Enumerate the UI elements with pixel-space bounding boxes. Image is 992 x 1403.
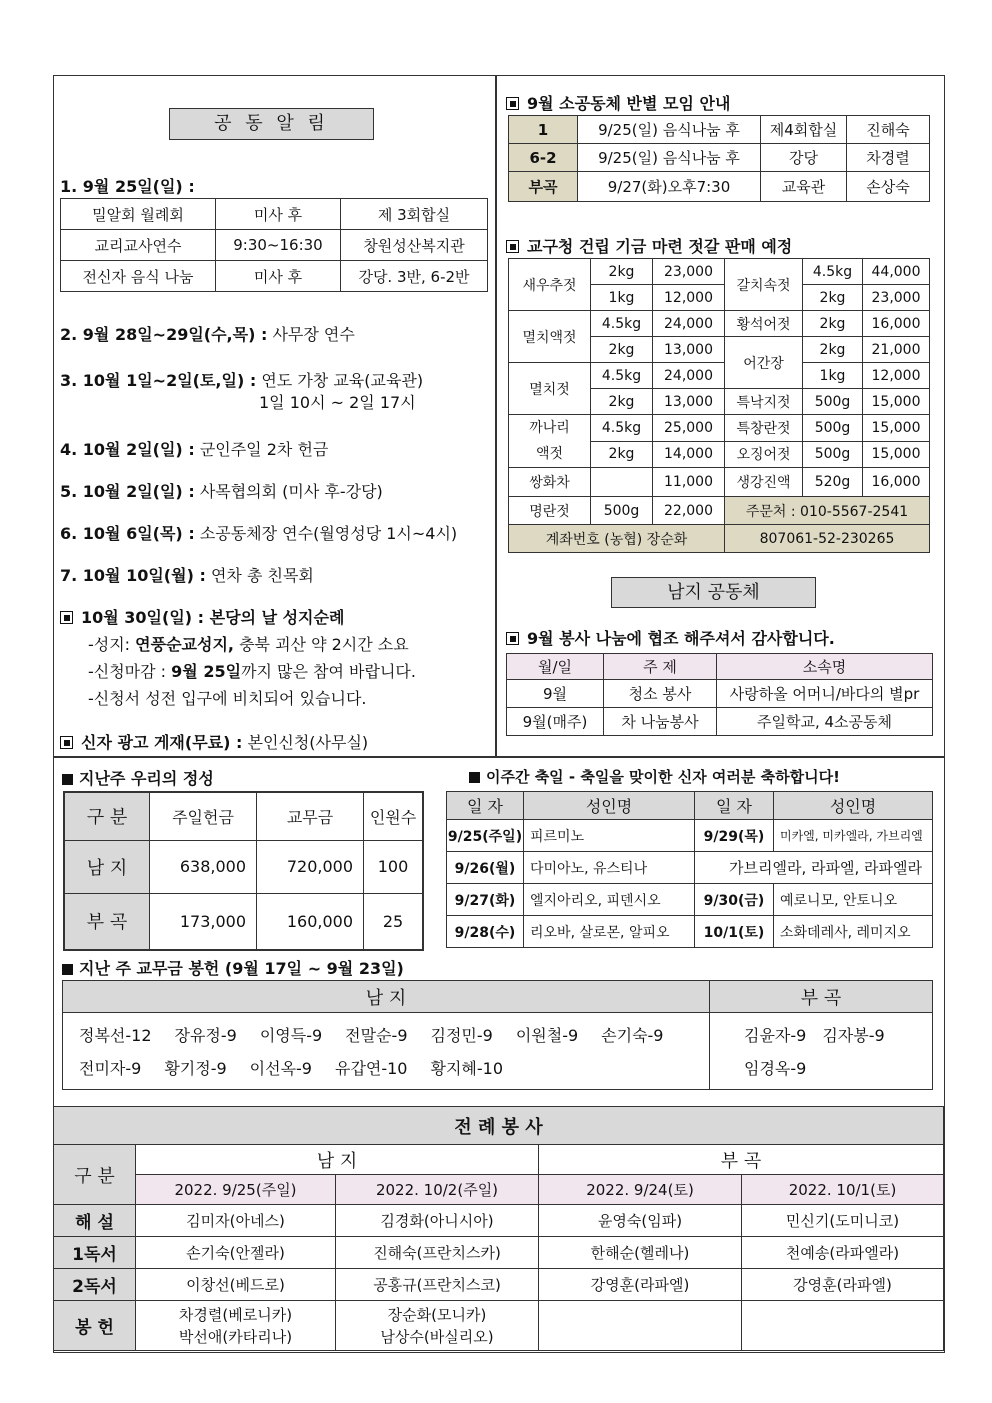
dues-entry: 김자봉-9 [822,1026,885,1045]
row-header: 남 지 [64,840,150,893]
feast-saints: 다미아노, 유스티나 [524,852,695,884]
cell: 24,000 [653,363,725,389]
cell: 천예송(라파엘라) [742,1237,944,1269]
cell [539,1301,742,1351]
cell: 손기숙(안젤라) [136,1237,336,1269]
cell: 진해숙 [847,116,930,144]
cell [136,1301,336,1351]
cell: 9/25(일) 음식나눔 후 [578,144,761,172]
item2: 2. 9월 28일~29일(수,목) : 사무장 연수 [60,325,355,344]
namji-service-table [506,653,933,736]
cell: 1 [509,116,578,144]
column-header: 일 자 [695,792,774,820]
dues-namji-line1 [79,1023,709,1046]
row-header: 봉 헌 [54,1301,136,1351]
cell: 500g [803,415,863,442]
cell: 44,000 [863,259,930,285]
item5: 5. 10월 2일(일) : 사목협의회 (미사 후-강당) [60,482,383,501]
sept25-table [60,198,488,292]
cell: 13,000 [653,389,725,415]
square-bullet-icon [60,736,73,749]
liturgy-title: 전 례 봉 사 [54,1107,944,1145]
cell: 638,000 [150,840,257,893]
offering-title: 지난주 우리의 정성 [62,766,214,789]
cell: 멸치젓 [509,363,591,415]
item1-heading: 1. 9월 25일(일) : [60,177,195,196]
feast-date: 9/26(월) [447,852,524,884]
cell: 제 3회합실 [341,199,488,230]
cell: 교리교사연수 [61,230,216,261]
cell: 강영훈(라파엘) [539,1269,742,1301]
cell: 16,000 [863,311,930,337]
cell: 1kg [803,363,863,389]
feast-date: 9/30(금) [695,884,774,916]
cell: 9:30~16:30 [216,230,341,261]
cell: 24,000 [653,311,725,337]
liturgy-bugok-header: 부 곡 [539,1145,944,1175]
small-community-table [508,115,930,202]
column-header: 소속명 [717,654,933,680]
cell: 차 나눔봉사 [604,708,717,736]
person: 차경렬(베로니카) [178,1305,293,1324]
cell: 교육관 [761,172,847,202]
dues-entry: 이원철-9 [515,1026,579,1045]
dues-bugok-header: 부 곡 [710,981,933,1013]
cell: 21,000 [863,337,930,363]
order-phone: 주문처 : 010-5567-2541 [725,497,930,525]
feast-date: 9/29(목) [695,820,774,852]
row-header: 해 설 [54,1205,136,1237]
jeotgal-table [508,258,930,553]
cell: 25,000 [653,415,725,442]
column-header: 구 분 [64,792,150,840]
cell [591,468,653,497]
item3: 3. 10월 1일~2일(토,일) : 연도 가창 교육(교육관) [60,371,424,390]
square-bullet-icon [506,97,519,110]
square-bullet-icon [62,964,73,975]
cell: 2kg [591,389,653,415]
cell: 9/27(화)오후7:30 [578,172,761,202]
liturgy-table [53,1106,944,1351]
column-header: 주 제 [604,654,717,680]
square-bullet-icon [62,774,73,785]
cell: 부곡 [509,172,578,202]
dues-title: 지난 주 교무금 봉헌 (9월 17일 ~ 9월 23일) [62,956,404,979]
cell: 25 [364,893,424,950]
cell: 제4회합실 [761,116,847,144]
cell: 12,000 [653,285,725,311]
feast-table [446,791,933,948]
dues-entry: 이영득-9 [259,1026,323,1045]
pilgrimage-line1: -성지: 연풍순교성지, 충북 괴산 약 2시간 소요 [88,635,409,654]
column-header: 인원수 [364,792,424,840]
row-header: 부 곡 [64,893,150,950]
feast-saints: 소화데레사, 레미지오 [774,916,933,948]
feast-date: 9/28(수) [447,916,524,948]
column-header: 주일헌금 [150,792,257,840]
row-header: 2독서 [54,1269,136,1301]
cell: 520g [803,468,863,497]
cell: 생강진액 [725,468,803,497]
cell: 한해순(헬레나) [539,1237,742,1269]
dues-entry: 손기숙-9 [601,1026,664,1045]
square-bullet-icon [60,611,73,624]
cell: 강영훈(라파엘) [742,1269,944,1301]
feast-saints: 엘지아리오, 피덴시오 [524,884,695,916]
date-header: 2022. 9/24(토) [539,1175,742,1205]
cell: 16,000 [863,468,930,497]
dues-entry: 황지혜-10 [430,1059,504,1078]
cell: 창원성산복지관 [341,230,488,261]
item3-line2: 1일 10시 ~ 2일 17시 [259,393,416,412]
dues-bugok-line2 [744,1056,932,1079]
cell: 어간장 [725,337,803,389]
cell: 160,000 [257,893,364,950]
cell: 11,000 [653,468,725,497]
cell: 9월(매주) [507,708,604,736]
person: 남상수(바실리오) [380,1327,494,1346]
column-header: 월/일 [507,654,604,680]
cell: 밀알회 월례회 [61,199,216,230]
dues-namji-header: 남 지 [63,981,710,1013]
cell: 4.5kg [591,311,653,337]
cell: 명란젓 [509,497,591,525]
cell: 차경렬 [847,144,930,172]
dues-entry: 황기정-9 [164,1059,227,1078]
small-community-title: 9월 소공동체 반별 모임 안내 [506,91,730,114]
feast-saints: 가브리엘라, 라파엘, 라파엘라 [695,852,933,884]
cell: 특창란젓 [725,415,803,442]
column-header: 성인명 [524,792,695,820]
gubun-header: 구 분 [54,1145,136,1205]
cell: 까나리 액젓 [509,415,591,468]
dues-namji-list [63,1013,710,1090]
feast-saints: 피르미노 [524,820,695,852]
feast-saints: 예로니모, 안토니오 [774,884,933,916]
cell: 미사 후 [216,199,341,230]
cell: 전신자 음식 나눔 [61,261,216,292]
cell: 특낙지젓 [725,389,803,415]
cell: 공홍규(프란치스코) [336,1269,539,1301]
cell: 사랑하올 어머니/바다의 별pr [717,680,933,708]
cell: 500g [803,389,863,415]
cell: 22,000 [653,497,725,525]
cell: 쌍화차 [509,468,591,497]
cell: 12,000 [863,363,930,389]
cell: 6-2 [509,144,578,172]
row-header: 1독서 [54,1237,136,1269]
cell: 23,000 [863,285,930,311]
jeotgal-title: 교구청 건립 기금 마련 젓갈 판매 예정 [506,234,792,257]
pilgrimage-heading: 10월 30일(일) : 본당의 날 성지순례 [60,605,344,628]
liturgy-namji-header: 남 지 [136,1145,539,1175]
column-header: 성인명 [774,792,933,820]
dues-entry: 정복선-12 [79,1026,152,1045]
feast-saints: 미카엘, 미카엘라, 가브리엘 [774,820,933,852]
common-notice-title: 공 동 알 림 [169,108,374,140]
square-bullet-icon [506,632,519,645]
cell: 새우추젓 [509,259,591,311]
cell: 9월 [507,680,604,708]
cell: 15,000 [863,389,930,415]
cell: 4.5kg [591,363,653,389]
cell: 100 [364,840,424,893]
cell: 13,000 [653,337,725,363]
cell: 김미자(아네스) [136,1205,336,1237]
cell: 멸치액젓 [509,311,591,363]
account-number: 807061-52-230265 [725,525,930,553]
pilgrimage-line3: -신청서 성전 입구에 비치되어 있습니다. [88,689,367,708]
item7: 7. 10월 10일(월) : 연차 총 친목회 [60,566,314,585]
item6: 6. 10월 6일(목) : 소공동체장 연수(월영성당 1시~4시) [60,524,458,543]
cell: 2kg [803,337,863,363]
dues-entry: 임경옥-9 [744,1059,807,1078]
person: 장순화(모니카) [387,1305,487,1324]
feast-date: 9/27(화) [447,884,524,916]
cell: 500g [591,497,653,525]
feast-date: 10/1(토) [695,916,774,948]
cell [742,1301,944,1351]
cell: 미사 후 [216,261,341,292]
cell: 황석어젓 [725,311,803,337]
pilgrimage-line2: -신청마감 : 9월 25일까지 많은 참여 바랍니다. [88,662,416,681]
cell: 손상숙 [847,172,930,202]
cell: 오징어젓 [725,441,803,468]
feast-date: 9/25(주일) [447,820,524,852]
dues-entry: 김윤자-9 [744,1026,807,1045]
account-label: 계좌번호 (농협) 장순화 [509,525,725,553]
cell: 14,000 [653,441,725,468]
cell: 500g [803,441,863,468]
feast-saints: 리오바, 살로몬, 알피오 [524,916,695,948]
date-header: 2022. 10/1(토) [742,1175,944,1205]
item4: 4. 10월 2일(일) : 군인주일 2차 헌금 [60,440,329,459]
dues-namji-line2 [79,1056,709,1079]
date-header: 2022. 10/2(주일) [336,1175,539,1205]
cell: 15,000 [863,441,930,468]
cell: 주일학교, 4소공동체 [717,708,933,736]
dues-table [62,980,933,1090]
cell: 이창선(베드로) [136,1269,336,1301]
dues-entry: 유갑연-10 [334,1059,408,1078]
cell: 2kg [591,259,653,285]
ad-notice: 신자 광고 게재(무료) : 본인신청(사무실) [60,730,368,753]
square-bullet-icon [506,240,519,253]
cell: 2kg [803,311,863,337]
square-bullet-icon [469,772,480,783]
cell: 720,000 [257,840,364,893]
feast-title: 이주간 축일 - 축일을 맞이한 신자 여러분 축하합니다! [469,766,840,787]
dues-entry: 장유정-9 [174,1026,237,1045]
offering-table [63,791,424,951]
cell: 강당. 3반, 6-2반 [341,261,488,292]
cell: 2kg [803,285,863,311]
cell: 4.5kg [591,415,653,442]
dues-entry: 전말순-9 [345,1026,408,1045]
cell: 강당 [761,144,847,172]
cell: 2kg [591,441,653,468]
namji-title: 남지 공동체 [611,577,816,608]
dues-bugok-list [710,1013,933,1090]
dues-bugok-line1 [744,1023,932,1046]
date-header: 2022. 9/25(주일) [136,1175,336,1205]
column-header: 일 자 [447,792,524,820]
cell: 김경화(아니시아) [336,1205,539,1237]
dues-entry: 김정민-9 [430,1026,493,1045]
cell: 청소 봉사 [604,680,717,708]
dues-entry: 전미자-9 [79,1059,142,1078]
cell: 민신기(도미니코) [742,1205,944,1237]
cell: 4.5kg [803,259,863,285]
cell: 2kg [591,337,653,363]
namji-thanks: 9월 봉사 나눔에 협조 해주셔서 감사합니다. [506,626,835,649]
cell: 1kg [591,285,653,311]
column-header: 교무금 [257,792,364,840]
cell: 15,000 [863,415,930,442]
dues-entry: 이선옥-9 [249,1059,312,1078]
cell: 진해숙(프란치스카) [336,1237,539,1269]
cell: 23,000 [653,259,725,285]
cell: 173,000 [150,893,257,950]
cell: 갈치속젓 [725,259,803,311]
cell: 윤영숙(임파) [539,1205,742,1237]
person: 박선애(카타리나) [178,1327,293,1346]
cell: 9/25(일) 음식나눔 후 [578,116,761,144]
cell [336,1301,539,1351]
